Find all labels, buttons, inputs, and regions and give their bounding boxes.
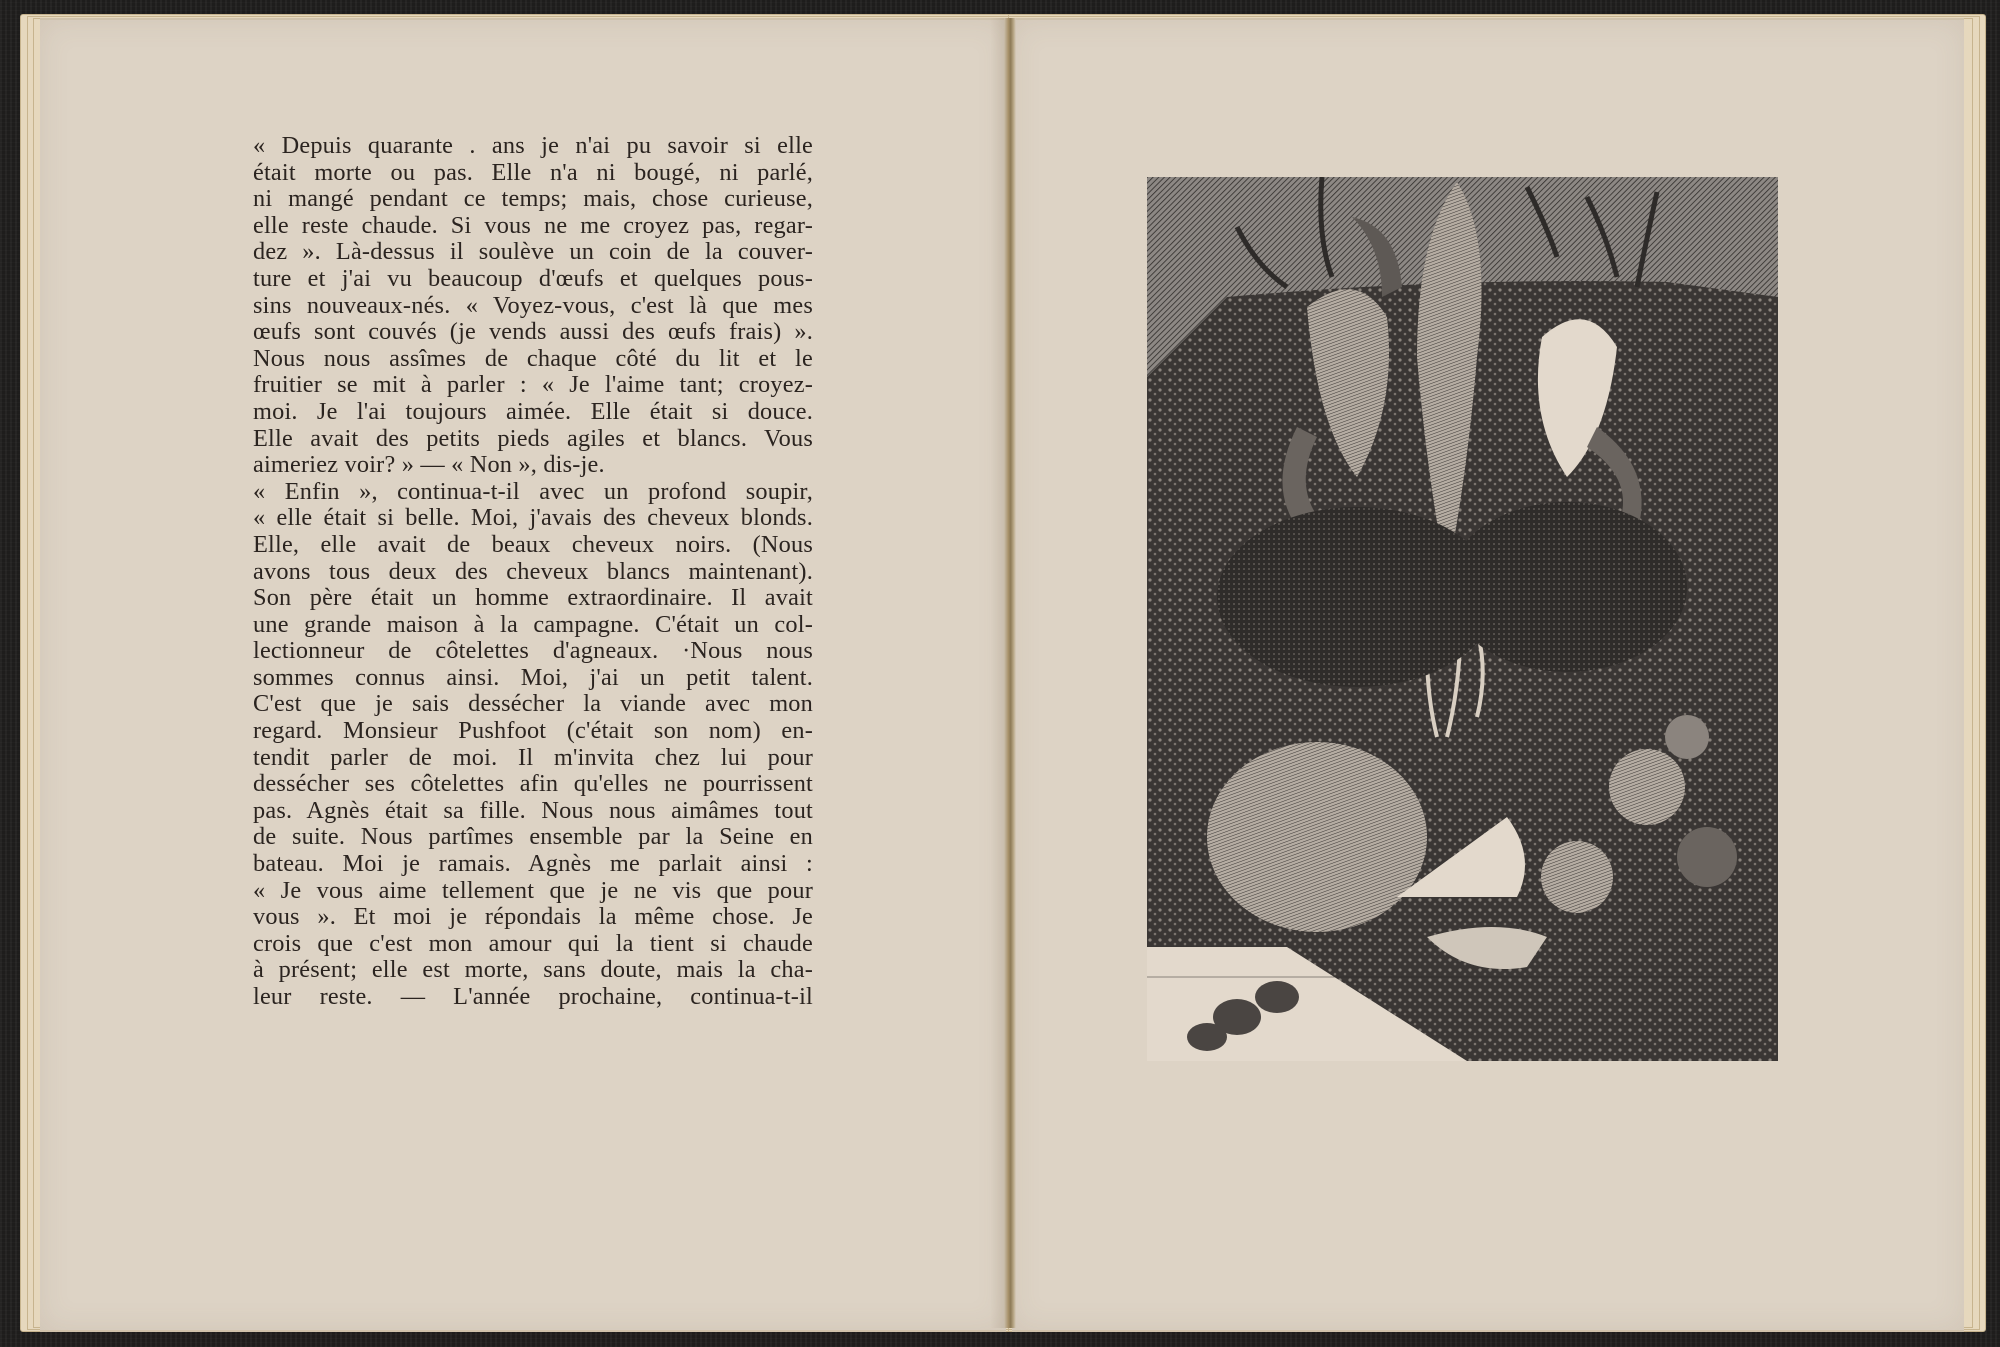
- left-page: [40, 18, 1006, 1332]
- engraving-illustration: [1147, 177, 1778, 1061]
- body-text: [253, 133, 813, 1011]
- text-line: C'est que je sais dessécher la viande avec mon: [253, 690, 813, 718]
- text-line: « Enfin », continua-t-il avec un profond soupir,: [253, 477, 813, 505]
- text-line: « Je vous aime tellement que je ne vis que pour: [253, 876, 813, 904]
- text-line: ni mangé pendant ce temps; mais, chose curieuse,: [253, 185, 813, 213]
- text-line: lectionneur de côtelettes d'agneaux. ·Nous nous: [253, 637, 813, 665]
- text-line: aimeriez voir? » — « Non », dis-je.: [253, 451, 605, 479]
- text-line: sins nouveaux-nés. « Voyez-vous, c'est là que mes: [253, 291, 813, 319]
- text-line: pas. Agnès était sa fille. Nous nous aimâmes tout: [253, 796, 813, 824]
- text-line: « elle était si belle. Moi, j'avais des cheveux blonds.: [253, 504, 813, 532]
- text-line: à présent; elle est morte, sans doute, mais la cha-: [253, 956, 813, 984]
- text-line: elle reste chaude. Si vous ne me croyez pas, regar-: [253, 211, 813, 239]
- text-line: ture et j'ai vu beaucoup d'œufs et quelques pous-: [253, 264, 813, 292]
- text-line: Elle avait des petits pieds agiles et blancs. Vous: [253, 424, 813, 452]
- text-line: sommes connus ainsi. Moi, j'ai un petit talent.: [253, 663, 813, 691]
- text-line: vous ». Et moi je répondais la même chose. Je: [253, 903, 813, 931]
- text-line: Son père était un homme extraordinaire. Il avait: [253, 584, 813, 612]
- text-line: leur reste. — L'année prochaine, continua-t-il: [253, 983, 813, 1010]
- text-line: dez ». Là-dessus il soulève un coin de la couver-: [253, 238, 813, 266]
- right-page: [1012, 18, 1964, 1332]
- text-line: tendit parler de moi. Il m'invita chez lui pour: [253, 743, 813, 771]
- text-line: crois que c'est mon amour qui la tient si chaude: [253, 929, 813, 957]
- text-line: bateau. Moi je ramais. Agnès me parlait ainsi :: [253, 850, 813, 878]
- text-line: dessécher ses côtelettes afin qu'elles ne pourrissent: [253, 770, 813, 798]
- text-line: Elle, elle avait de beaux cheveux noirs. (Nous: [253, 530, 813, 558]
- text-line: œufs sont couvés (je vends aussi des œufs frais) ».: [253, 318, 813, 346]
- book-spine-gutter: [1004, 18, 1016, 1328]
- text-line: Nous nous assîmes de chaque côté du lit et le: [253, 344, 813, 372]
- text-line: avons tous deux des cheveux blancs maintenant).: [253, 557, 813, 585]
- text-line: fruitier se mit à parler : « Je l'aime tant; croyez-: [253, 371, 813, 399]
- text-line: « Depuis quarante . ans je n'ai pu savoir si elle: [253, 132, 813, 159]
- text-line: moi. Je l'ai toujours aimée. Elle était si douce.: [253, 397, 813, 425]
- text-line: était morte ou pas. Elle n'a ni bougé, ni parlé,: [253, 158, 813, 186]
- text-line: de suite. Nous partîmes ensemble par la Seine en: [253, 823, 813, 851]
- text-line: une grande maison à la campagne. C'était un col-: [253, 610, 813, 638]
- text-line: regard. Monsieur Pushfoot (c'était son nom) en-: [253, 717, 813, 745]
